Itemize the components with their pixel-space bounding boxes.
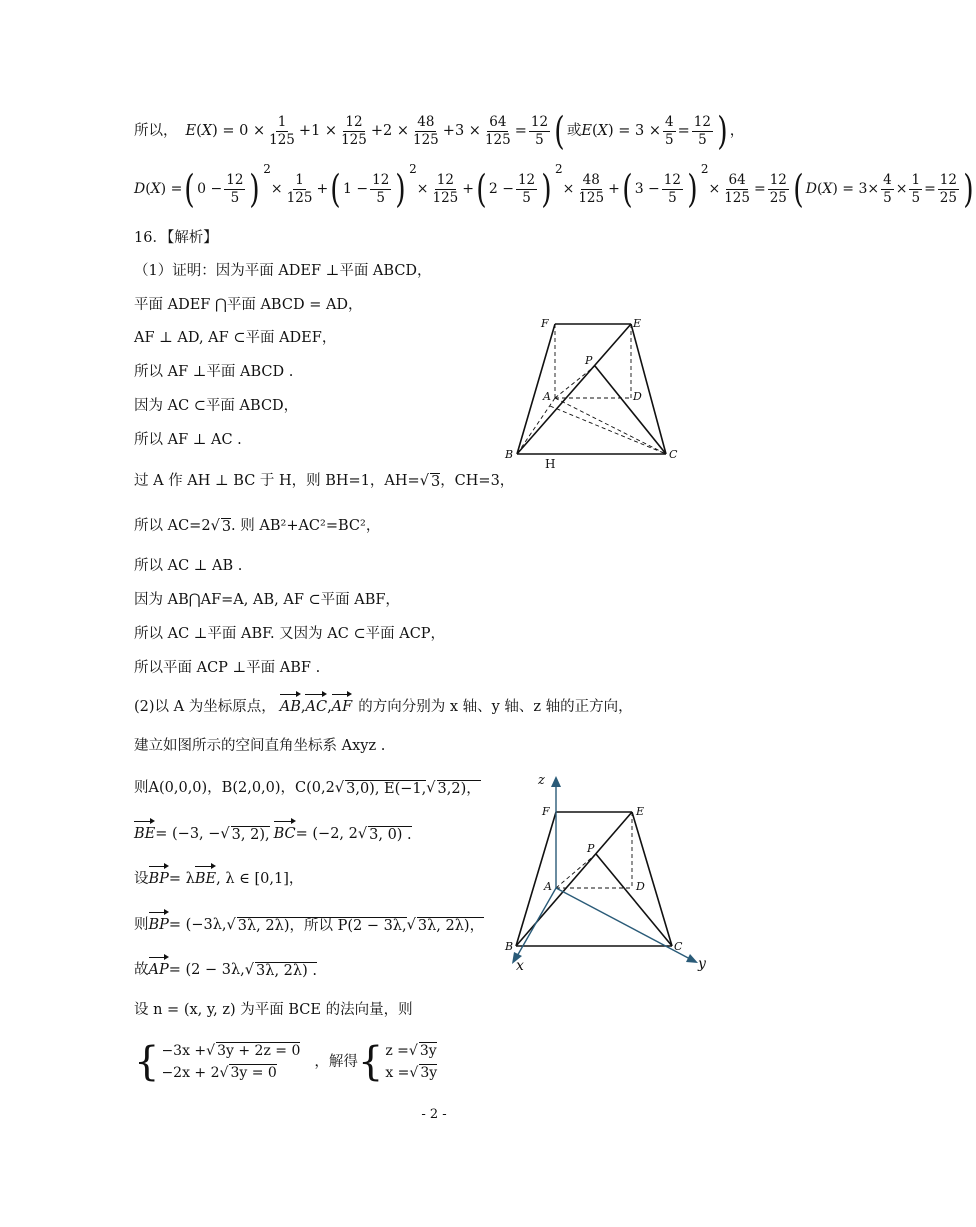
set-bp-line: 设 BP = λ BE , λ ∈ [0,1]， — [134, 871, 304, 887]
dx-result: $\frac{12}{25}$ — [769, 171, 787, 206]
label-P: P — [587, 842, 595, 855]
frac: $\frac{12}{5}$ — [693, 113, 711, 148]
label-A: A — [543, 390, 551, 403]
system-line: { −3x +√ 3y + 2z = 0 −2x + 2√ 3y = 0 ，解得 { z =√ 3y x =√ 3y — [134, 1039, 438, 1085]
part1-line: 平面 ADEF ⋂平面 ABCD = AD， — [134, 297, 363, 313]
ap-line: 故 AP = (2 − 3λ, √ 3λ, 2λ) . — [134, 962, 317, 979]
variance-line: D ( X ) = ( 0 − $\frac{12}{5}$ ) 2 × $\frac{1}{125}$ + ( 1 − $\frac{12}{5}$ ) 2 × $\frac{12}{125}$ + ( 2 − $\frac{12}{5}$ ) 2 × $\frac{48}{125}$ + ( 3 − $\frac{12}{5}$ ) 2 × $\frac{64}{125}$ = $\frac{12}{25}$ ( D ( X ) = 3 × $\frac{4}{5}$ × $\frac{1}{5}$ = $\frac{12}{25}$ ) — [134, 162, 974, 211]
page-number: - 2 - — [421, 1107, 447, 1122]
part2-intro: (2)以 A 为坐标原点， AB , AC , AF 的方向分别为 x 轴、y 轴、z 轴的正方向， — [134, 699, 633, 715]
label-D: D — [633, 390, 642, 403]
label-P: P — [585, 354, 593, 367]
part1-line: 因为 AC ⊂平面 ABCD， — [134, 398, 299, 414]
part1-tail: 所以 AC ⊥ AB . — [134, 558, 243, 574]
label-E: E — [633, 317, 642, 330]
ex-label: E — [185, 123, 197, 139]
prefix-text: 所以， — [134, 123, 178, 139]
label-D: D — [636, 880, 645, 893]
ah-line: 过 A 作 AH ⊥ BC 于 H，则 BH=1，AH= √ 3 ，CH=3， — [134, 473, 515, 490]
coords-line: 则A(0,0,0)，B(2,0,0)，C(0,2 √ 3,0), E(−1, √ 3,2)， — [134, 780, 481, 797]
label-B: B — [505, 940, 514, 953]
frac: $\frac{1}{125}$ — [269, 113, 295, 148]
expectation-line: 所以， E ( X ) = 0 × $\frac{1}{125}$ + 1 × $\frac{12}{125}$ + 2 × $\frac{48}{125}$ + 3 × $\frac{64}{125}$ = $\frac{12}{5}$ ( 或 E ( X ) = 3 × $\frac{4}{5}$ = $\frac{12}{5}$ ) ， — [134, 109, 745, 153]
coeff: 0 — [239, 123, 249, 139]
part1-line: （1）证明：因为平面 ADEF ⊥平面 ABCD， — [134, 263, 432, 279]
part1-line: AF ⊥ AD, AF ⊂平面 ADEF， — [134, 330, 337, 346]
label-C: C — [669, 448, 678, 461]
label-F: F — [541, 317, 549, 330]
label-H: H — [545, 457, 556, 471]
frac: $\frac{4}{5}$ — [665, 113, 674, 148]
part1-line: 所以 AF ⊥ AC . — [134, 432, 242, 448]
part1-tail: 所以 AC ⊥平面 ABF. 又因为 AC ⊂平面 ACP， — [134, 626, 446, 642]
section-title: 16．【解析】 — [134, 230, 218, 246]
frac: $\frac{64}{125}$ — [484, 113, 511, 148]
label-F: F — [542, 805, 550, 818]
ac-line: 所以 AC=2 √ 3 . 则 AB²+AC²=BC²， — [134, 518, 381, 535]
normal-line: 设 n = (x, y, z) 为平面 BCE 的法向量，则 — [134, 1002, 413, 1018]
frac: $\frac{48}{125}$ — [413, 113, 439, 148]
label-z: z — [538, 773, 545, 788]
dx-label: D — [134, 181, 146, 197]
coeff: 2 — [383, 123, 393, 139]
be-bc-line: BE = (−3, − √ 3, 2), BC = (−2, 2 √ 3, 0) . — [134, 826, 412, 843]
label-B: B — [505, 448, 514, 461]
label-y: y — [698, 956, 706, 972]
label-C: C — [674, 940, 683, 953]
coeff: 3 — [454, 123, 465, 139]
part2-line2: 建立如图所示的空间直角坐标系 Axyz . — [134, 738, 386, 754]
label-x: x — [516, 958, 524, 974]
coeff: 1 — [311, 123, 321, 139]
label-A: A — [544, 880, 552, 893]
part1-line: 所以 AF ⊥平面 ABCD . — [134, 364, 294, 380]
figure-2-coordinate-system — [500, 768, 720, 978]
ex-result: $\frac{12}{5}$ — [530, 113, 549, 148]
then-bp-line: 则 BP = (−3λ, √ 3λ, 2λ)，所以 P(2 − 3λ, √ 3λ, 2λ)， — [134, 917, 485, 934]
part1-tail: 因为 AB⋂AF=A, AB, AF ⊂平面 ABF， — [134, 592, 400, 608]
alt-prefix: 或 — [566, 123, 582, 139]
frac: $\frac{12}{125}$ — [341, 113, 367, 148]
part1-tail: 所以平面 ACP ⊥平面 ABF . — [134, 660, 321, 676]
label-E: E — [636, 805, 645, 818]
figure-1-geometry — [495, 310, 695, 475]
